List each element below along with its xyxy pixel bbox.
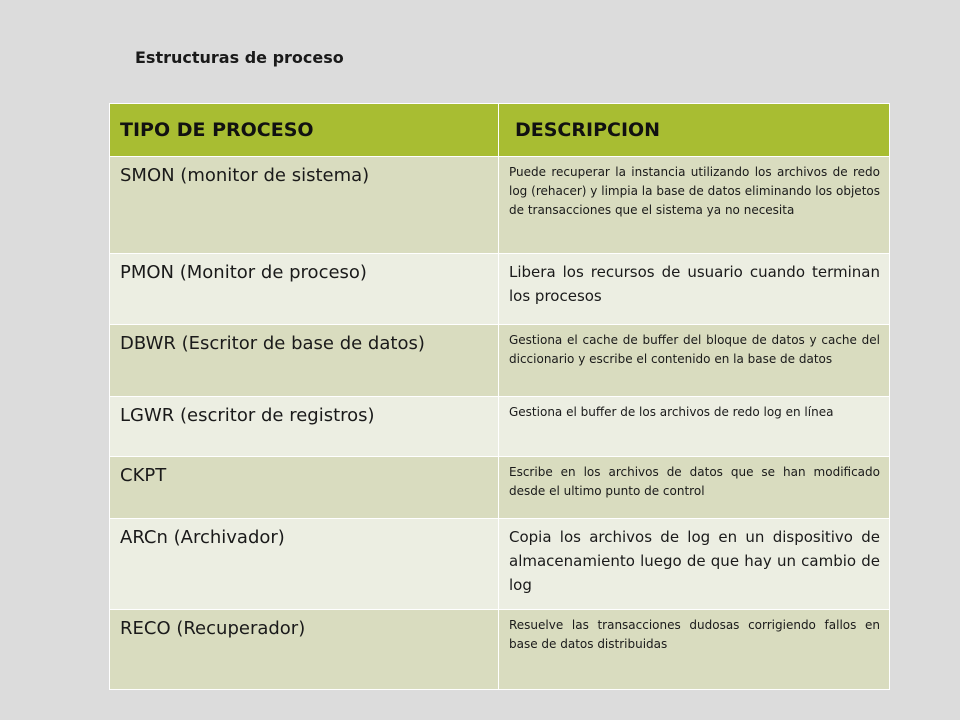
table-row	[110, 157, 890, 254]
page-title: Estructuras de proceso	[135, 48, 344, 67]
process-table-container	[109, 103, 889, 690]
process-name: RECO (Recuperador)	[110, 610, 499, 690]
process-description: Resuelve las transacciones dudosas corrigiendo fallos en base de datos distribuidas	[499, 610, 890, 690]
process-description: Copia los archivos de log en un dispositivo de almacenamiento luego de que hay un cambio de log	[499, 519, 890, 610]
process-description: Puede recuperar la instancia utilizando los archivos de redo log (rehacer) y limpia la base de datos eliminando los objetos de transacciones que el sistema ya no necesita	[499, 157, 890, 254]
process-description: Gestiona el cache de buffer del bloque de datos y cache del diccionario y escribe el contenido en la base de datos	[499, 325, 890, 397]
process-name: LGWR (escritor de registros)	[110, 397, 499, 457]
process-name: DBWR (Escritor de base de datos)	[110, 325, 499, 397]
column-header-description: DESCRIPCION	[499, 104, 890, 157]
process-name: ARCn (Archivador)	[110, 519, 499, 610]
table-row	[110, 325, 890, 397]
process-table	[109, 103, 890, 690]
process-name: PMON (Monitor de proceso)	[110, 254, 499, 325]
table-row	[110, 397, 890, 457]
table-row	[110, 457, 890, 519]
table-row	[110, 254, 890, 325]
table-row	[110, 610, 890, 690]
process-name: CKPT	[110, 457, 499, 519]
column-header-process-type: TIPO DE PROCESO	[110, 104, 499, 157]
process-name: SMON (monitor de sistema)	[110, 157, 499, 254]
process-description: Libera los recursos de usuario cuando terminan los procesos	[499, 254, 890, 325]
table-header-row	[110, 104, 890, 157]
table-row	[110, 519, 890, 610]
process-description: Gestiona el buffer de los archivos de redo log en línea	[499, 397, 890, 457]
process-description: Escribe en los archivos de datos que se han modificado desde el ultimo punto de control	[499, 457, 890, 519]
